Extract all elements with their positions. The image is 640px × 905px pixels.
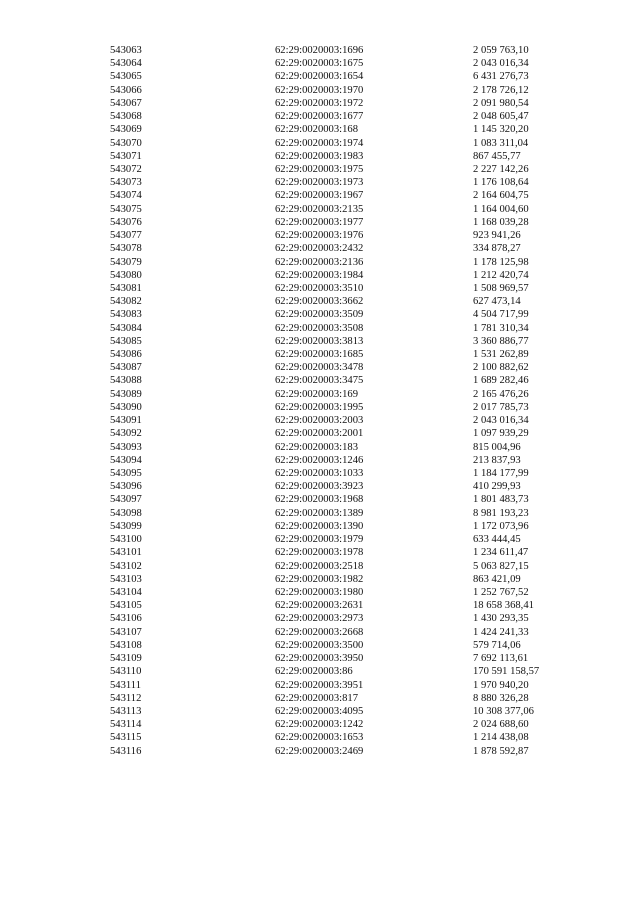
table-row [110,401,570,414]
table-row [110,203,570,216]
table-row [110,665,570,678]
row-number: 543094 [110,454,142,466]
table-row [110,282,570,295]
row-number: 543075 [110,203,142,215]
table-row [110,150,570,163]
table-row [110,242,570,255]
cadastral-number: 62:29:0020003:1675 [275,58,364,70]
row-number: 543108 [110,639,142,651]
row-number: 543078 [110,243,142,255]
cadastral-value: 2 017 785,73 [473,401,529,413]
cadastral-number: 62:29:0020003:3923 [275,481,364,493]
row-number: 543088 [110,375,142,387]
cadastral-number: 62:29:0020003:3662 [275,296,364,308]
row-number: 543111 [110,679,141,691]
cadastral-number: 62:29:0020003:1978 [275,547,364,559]
table-row [110,97,570,110]
table-row [110,388,570,401]
row-number: 543106 [110,613,142,625]
cadastral-number: 62:29:0020003:3478 [275,362,364,374]
table-row [110,427,570,440]
row-number: 543074 [110,190,142,202]
row-number: 543113 [110,705,142,717]
cadastral-number: 62:29:0020003:4095 [275,705,364,717]
cadastral-value: 4 504 717,99 [473,309,529,321]
row-number: 543086 [110,349,142,361]
row-number: 543102 [110,560,142,572]
table-row [110,560,570,573]
row-number: 543066 [110,84,142,96]
table-row [110,639,570,652]
table-row [110,454,570,467]
cadastral-value: 1 184 177,99 [473,468,529,479]
cadastral-number: 62:29:0020003:1979 [275,534,364,546]
cadastral-value: 1 176 108,64 [473,177,529,189]
row-number: 543104 [110,586,142,598]
cadastral-number: 62:29:0020003:2469 [275,745,364,757]
cadastral-number: 62:29:0020003:3508 [275,322,364,334]
cadastral-value: 1 970 940,20 [473,679,529,691]
table-row [110,679,570,692]
cadastral-value: 863 421,09 [473,573,521,585]
table-row [110,692,570,705]
cadastral-number: 62:29:0020003:2518 [275,560,364,572]
table-row [110,189,570,202]
cadastral-value: 1 252 767,52 [473,586,529,598]
table-row [110,84,570,97]
cadastral-number: 62:29:0020003:1976 [275,230,364,242]
row-number: 543109 [110,653,142,665]
row-number: 543073 [110,177,142,189]
row-number: 543063 [110,45,142,56]
row-number: 543089 [110,388,142,400]
cadastral-number: 62:29:0020003:1974 [275,137,364,149]
row-number: 543097 [110,494,142,506]
cadastral-number: 62:29:0020003:169 [275,388,358,400]
cadastral-number: 62:29:0020003:1968 [275,494,364,506]
cadastral-number: 62:29:0020003:3951 [275,679,364,691]
cadastral-number: 62:29:0020003:2001 [275,428,364,440]
table-row [110,612,570,625]
cadastral-value: 1 178 125,98 [473,256,529,268]
cadastral-value: 579 714,06 [473,639,521,651]
table-row [110,599,570,612]
cadastral-value: 1 234 611,47 [473,547,529,559]
row-number: 543116 [110,745,142,757]
row-number: 543079 [110,256,142,268]
table-row [110,137,570,150]
row-number: 543092 [110,428,142,440]
row-number: 543098 [110,507,142,519]
cadastral-number: 62:29:0020003:1033 [275,468,364,479]
row-number: 543101 [110,547,142,559]
row-number: 543091 [110,415,142,427]
cadastral-number: 62:29:0020003:1970 [275,84,364,96]
cadastral-number: 62:29:0020003:2973 [275,613,364,625]
row-number: 543103 [110,573,142,585]
cadastral-value: 1 689 282,46 [473,375,529,387]
cadastral-number: 62:29:0020003:1980 [275,586,364,598]
table-row [110,348,570,361]
cadastral-number: 62:29:0020003:1677 [275,111,364,123]
row-number: 543077 [110,230,142,242]
row-number: 543076 [110,216,142,228]
table-row [110,626,570,639]
cadastral-number: 62:29:0020003:1389 [275,507,364,519]
cadastral-value: 18 658 368,41 [473,600,534,612]
cadastral-number: 62:29:0020003:3509 [275,309,364,321]
cadastral-number: 62:29:0020003:183 [275,441,358,453]
cadastral-value: 1 172 073,96 [473,520,529,532]
table-row [110,414,570,427]
table-row [110,493,570,506]
cadastral-value: 2 059 763,10 [473,45,529,56]
cadastral-value: 7 692 113,61 [473,653,529,665]
cadastral-number: 62:29:0020003:3813 [275,335,364,347]
cadastral-number: 62:29:0020003:2135 [275,203,364,215]
row-number: 543067 [110,97,142,109]
cadastral-number: 62:29:0020003:1975 [275,163,364,175]
cadastral-value: 10 308 377,06 [473,705,534,717]
table-row [110,573,570,586]
row-number: 543107 [110,626,142,638]
cadastral-number: 62:29:0020003:817 [275,692,358,704]
cadastral-value: 627 473,14 [473,296,521,308]
cadastral-value: 1 781 310,34 [473,322,529,334]
cadastral-value: 633 444,45 [473,534,521,546]
cadastral-number: 62:29:0020003:1654 [275,71,364,83]
table-row [110,507,570,520]
table-row [110,718,570,731]
table-row [110,322,570,335]
table-row [110,335,570,348]
cadastral-number: 62:29:0020003:1984 [275,269,364,281]
cadastral-value: 1 145 320,20 [473,124,529,136]
cadastral-number: 62:29:0020003:1995 [275,401,364,413]
cadastral-value: 1 214 438,08 [473,732,529,744]
table-row [110,216,570,229]
cadastral-value: 923 941,26 [473,230,521,242]
table-row [110,467,570,480]
table-row [110,731,570,744]
table-row [110,374,570,387]
row-number: 543090 [110,401,142,413]
cadastral-value: 1 083 311,04 [473,137,529,149]
cadastral-number: 62:29:0020003:2668 [275,626,364,638]
cadastral-value: 1 531 262,89 [473,349,529,361]
table-row [110,57,570,70]
cadastral-number: 62:29:0020003:1685 [275,349,364,361]
cadastral-value: 1 801 483,73 [473,494,529,506]
cadastral-value: 1 424 241,33 [473,626,529,638]
cadastral-value: 2 091 980,54 [473,97,529,109]
row-number: 543082 [110,296,142,308]
cadastral-value: 1 878 592,87 [473,745,529,757]
table-row [110,295,570,308]
cadastral-number: 62:29:0020003:2136 [275,256,364,268]
row-number: 543071 [110,150,142,162]
row-number: 543072 [110,163,142,175]
cadastral-value: 5 063 827,15 [473,560,529,572]
table-row [110,110,570,123]
row-number: 543099 [110,520,142,532]
table-row [110,163,570,176]
row-number: 543114 [110,719,142,731]
cadastral-number: 62:29:0020003:168 [275,124,358,136]
table-row [110,652,570,665]
cadastral-value: 410 299,93 [473,481,521,493]
row-number: 543068 [110,111,142,123]
cadastral-value: 2 100 882,62 [473,362,529,374]
table-row [110,269,570,282]
row-number: 543085 [110,335,142,347]
table-row [110,745,570,758]
cadastral-number: 62:29:0020003:1982 [275,573,364,585]
cadastral-value: 1 164 004,60 [473,203,529,215]
cadastral-number: 62:29:0020003:1977 [275,216,364,228]
cadastral-value: 2 165 476,26 [473,388,529,400]
cadastral-number: 62:29:0020003:1390 [275,520,364,532]
cadastral-number: 62:29:0020003:3510 [275,282,364,294]
row-number: 543100 [110,534,142,546]
row-number: 543081 [110,282,142,294]
table-row [110,70,570,83]
table-row [110,533,570,546]
table-row [110,229,570,242]
table-row [110,586,570,599]
cadastral-value: 1 430 293,35 [473,613,529,625]
cadastral-number: 62:29:0020003:2003 [275,415,364,427]
cadastral-number: 62:29:0020003:3475 [275,375,364,387]
cadastral-value: 2 043 016,34 [473,415,529,427]
table-row [110,44,570,57]
table-row [110,308,570,321]
table-row [110,176,570,189]
cadastral-number: 62:29:0020003:1696 [275,45,364,56]
row-number: 543105 [110,600,142,612]
cadastral-value: 213 837,93 [473,454,521,466]
cadastral-value: 1 097 939,29 [473,428,529,440]
cadastral-value-table [110,44,570,758]
cadastral-number: 62:29:0020003:86 [275,666,353,678]
cadastral-value: 6 431 276,73 [473,71,529,83]
cadastral-value: 8 981 193,23 [473,507,529,519]
cadastral-value: 2 178 726,12 [473,84,529,96]
cadastral-number: 62:29:0020003:1967 [275,190,364,202]
cadastral-value: 1 212 420,74 [473,269,529,281]
row-number: 543080 [110,269,142,281]
cadastral-value: 170 591 158,57 [473,666,540,678]
cadastral-number: 62:29:0020003:1983 [275,150,364,162]
row-number: 543095 [110,468,142,479]
cadastral-value: 2 227 142,26 [473,163,529,175]
cadastral-value: 867 455,77 [473,150,521,162]
cadastral-value: 1 508 969,57 [473,282,529,294]
cadastral-value: 2 164 604,75 [473,190,529,202]
row-number: 543096 [110,481,142,493]
cadastral-value: 2 043 016,34 [473,58,529,70]
cadastral-value: 2 024 688,60 [473,719,529,731]
row-number: 543093 [110,441,142,453]
cadastral-number: 62:29:0020003:1242 [275,719,364,731]
row-number: 543110 [110,666,142,678]
row-number: 543115 [110,732,142,744]
cadastral-number: 62:29:0020003:1653 [275,732,364,744]
table-row [110,361,570,374]
table-row [110,441,570,454]
cadastral-number: 62:29:0020003:1972 [275,97,364,109]
row-number: 543083 [110,309,142,321]
cadastral-number: 62:29:0020003:3500 [275,639,364,651]
table-row [110,256,570,269]
row-number: 543070 [110,137,142,149]
table-row [110,480,570,493]
row-number: 543112 [110,692,142,704]
row-number: 543064 [110,58,142,70]
table-row [110,520,570,533]
cadastral-value: 8 880 326,28 [473,692,529,704]
cadastral-number: 62:29:0020003:3950 [275,653,364,665]
cadastral-number: 62:29:0020003:2631 [275,600,364,612]
row-number: 543065 [110,71,142,83]
cadastral-value: 3 360 886,77 [473,335,529,347]
cadastral-number: 62:29:0020003:1973 [275,177,364,189]
table-row [110,123,570,136]
cadastral-number: 62:29:0020003:2432 [275,243,364,255]
table-row [110,705,570,718]
row-number: 543084 [110,322,142,334]
cadastral-value: 815 004,96 [473,441,521,453]
cadastral-value: 1 168 039,28 [473,216,529,228]
table-row [110,546,570,559]
cadastral-value: 334 878,27 [473,243,521,255]
cadastral-value: 2 048 605,47 [473,111,529,123]
row-number: 543087 [110,362,142,374]
cadastral-number: 62:29:0020003:1246 [275,454,364,466]
row-number: 543069 [110,124,142,136]
